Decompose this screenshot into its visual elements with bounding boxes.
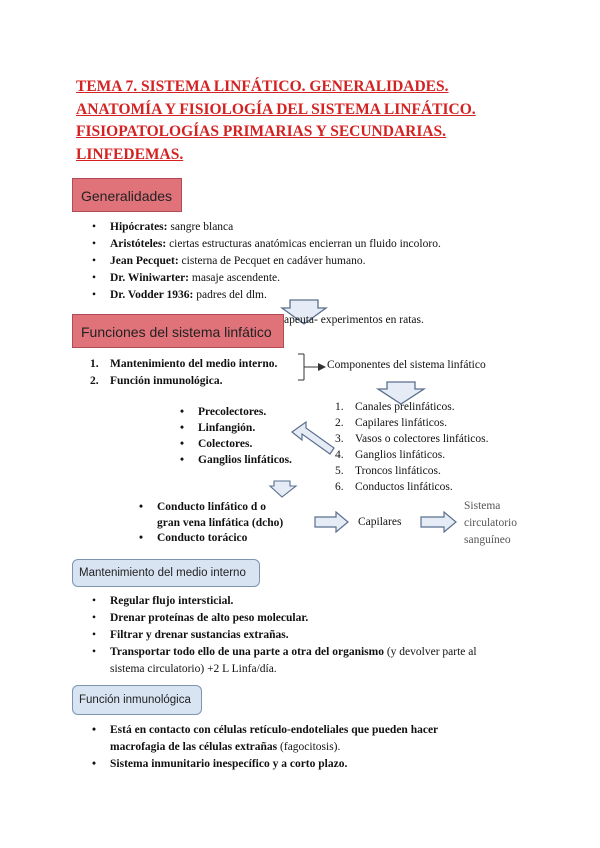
title-line: FISIOPATOLOGÍAS PRIMARIAS Y SECUNDARIAS.: [76, 123, 447, 140]
title-line: LINFEDEMAS.: [76, 145, 184, 163]
diagonal-arrow-icon: [290, 420, 338, 460]
list-item: • Hipócrates: sangre blanca: [110, 219, 233, 236]
list-item: 1. Canales prelinfáticos.: [335, 401, 455, 413]
list-item: 4. Ganglios linfáticos.: [335, 449, 446, 461]
list-item: • Precolectores.: [198, 404, 266, 421]
list-item: • Ganglios linfáticos.: [198, 452, 292, 469]
mantenimiento-heading: Mantenimiento del medio interno: [72, 559, 260, 587]
list-item: 2. Capilares linfáticos.: [335, 417, 447, 429]
componentes-label: Componentes del sistema linfático: [327, 359, 486, 371]
generalidades-heading: Generalidades: [72, 178, 182, 212]
list-item: • Conducto linfático d o: [157, 499, 266, 516]
down-arrow-icon: [268, 480, 298, 498]
list-item: • Dr. Winiwarter: masaje ascendente.: [110, 270, 280, 287]
list-item: • Linfangión.: [198, 420, 255, 437]
list-item-continuation: sistema circulatorio) +2 L Linfa/día.: [110, 663, 277, 675]
title-line: ANATOMÍA Y FISIOLOGÍA DEL SISTEMA LINFÁTICO.: [76, 100, 476, 118]
inmunologica-heading: Función inmunológica: [72, 685, 202, 715]
list-item-continuation: macrofagia de las células extrañas (fagocitosis).: [110, 741, 341, 753]
capilares-label: Capilares: [358, 516, 402, 528]
right-arrow-icon: [314, 511, 350, 533]
list-item: • Está en contacto con células retículo-endoteliales que pueden hacer: [110, 722, 438, 739]
list-item: 3. Vasos o colectores linfáticos.: [335, 433, 489, 445]
list-item-continuation: gran vena linfática (dcho): [157, 517, 284, 529]
sistema-circulatorio-label: Sistema circulatorio sanguíneo: [464, 500, 518, 546]
list-item: • Jean Pecquet: cisterna de Pecquet en cadáver humano.: [110, 253, 365, 270]
right-arrow-icon: [420, 511, 458, 533]
list-item: 5. Troncos linfáticos.: [335, 465, 441, 477]
page-title: [76, 76, 576, 166]
list-item: • Regular flujo intersticial.: [110, 593, 233, 610]
list-item: 6. Conductos linfáticos.: [335, 481, 453, 493]
list-item: • Dr. Vodder 1936: padres del dlm.: [110, 287, 267, 304]
list-item: • Drenar proteínas de alto peso molecular.: [110, 610, 308, 627]
list-item: • Transportar todo ello de una parte a otra del organismo (y devolver parte al: [110, 644, 477, 661]
list-item: 2. Función inmunológica.: [90, 375, 223, 387]
list-item: 1. Mantenimiento del medio interno.: [90, 358, 278, 370]
title-line: TEMA 7. SISTEMA LINFÁTICO. GENERALIDADES.: [76, 78, 449, 95]
list-item: • Filtrar y drenar sustancias extrañas.: [110, 627, 289, 644]
list-item: • Sistema inmunitario inespecífico y a corto plazo.: [110, 756, 347, 773]
list-item: • Conducto torácico: [157, 530, 247, 547]
list-item: • Colectores.: [198, 436, 252, 453]
funciones-heading: Funciones del sistema linfático: [72, 314, 284, 348]
overflow-text: apeuta- experimentos en ratas.: [284, 314, 424, 326]
list-item: • Aristóteles: ciertas estructuras anatómicas encierran un fluido incoloro.: [110, 236, 441, 253]
